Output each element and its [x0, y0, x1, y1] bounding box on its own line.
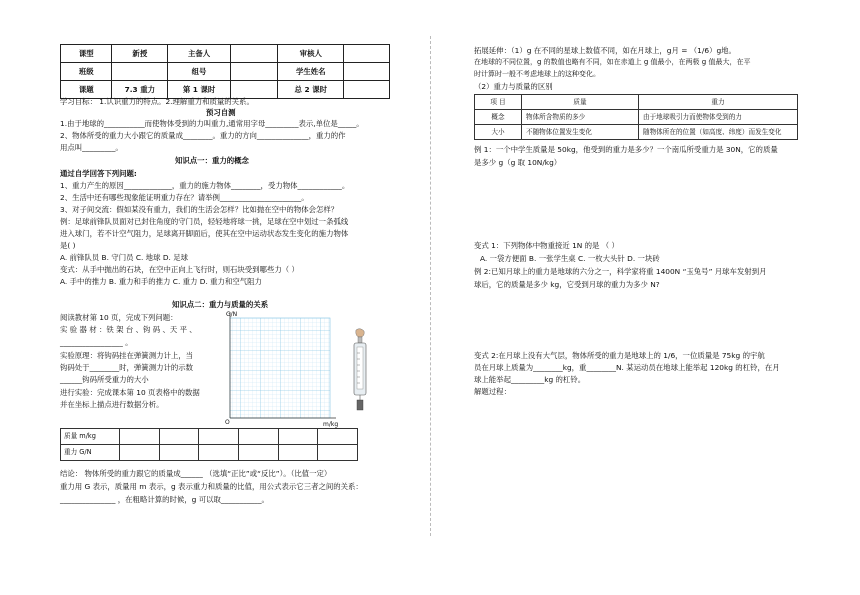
cell: 班级 — [61, 63, 112, 81]
cell-lesson-title: 7.3 重力 — [112, 81, 168, 99]
right-variant-1: 变式 1：下列物体中物重接近 1N 的是 （ ） — [474, 241, 619, 250]
solution-label: 解题过程： — [474, 387, 511, 396]
cell: 组号 — [168, 63, 231, 81]
preview-q2b: 用点叫_________。 — [60, 143, 123, 152]
cell: 第 1 课时 — [168, 81, 231, 99]
question-1: 1、重力产生的原因_____________，重力的施力物体________，受力物体____________。 — [60, 181, 350, 190]
cell — [344, 63, 390, 81]
cell — [344, 81, 390, 99]
cell: 课题 — [61, 81, 112, 99]
data-cell[interactable] — [159, 429, 199, 445]
right-variant-2-line2: 员在月球上质量为________kg，重________N. 某运动员在地球上能举起 120kg 的杠铃，在月 — [474, 363, 780, 372]
example-1-options: A. 前锋队员 B. 守门员 C. 地球 D. 足球 — [60, 253, 188, 262]
principle-line3: ______钩码所受重力的大小 — [60, 375, 149, 384]
data-table — [60, 428, 358, 461]
data-cell[interactable] — [120, 429, 160, 445]
principle-line2: 钩码处于________时，弹簧测力计的示数 — [60, 363, 194, 372]
extension-line2: 在地球的不同位置，g 的数值也略有不同，如在赤道上 g 值最小，在两极 g 值最大，在平 — [474, 58, 751, 66]
cell — [230, 81, 277, 99]
preview-q1: 1.由于地球的___________而使物体受到的力叫重力,通常用字母_________表示,单位是_____。 — [60, 119, 364, 128]
origin-label: O — [225, 419, 230, 426]
spring-scale-icon — [348, 328, 372, 414]
data-cell[interactable] — [120, 445, 160, 461]
equipment-line1: 实 验 器 材 ：铁 架 台 、钩 码 、天 平 、 — [60, 325, 197, 334]
extension-line1: 拓展延伸：（1）g 在不同的星球上数值不同，如在月球上，g月 = （1/6）g地。 — [474, 46, 736, 55]
cell — [230, 63, 277, 81]
column-divider — [430, 36, 431, 536]
row-label-mass: 质量 m/kg — [61, 429, 120, 445]
example-1-line2: 进入球门，若不计空气阻力，足球离开脚面后，使其在空中运动状态发生变化的施力物体 — [60, 229, 349, 238]
example-1-line3: 是( ) — [60, 241, 76, 250]
cmp-head: 重力 — [639, 95, 798, 110]
cell-course-type: 课型 — [61, 45, 112, 63]
cmp-cell: 大小 — [475, 125, 522, 140]
right-variant-1-options: A. 一袋方便面 B. 一张学生桌 C. 一枚大头针 D. 一块砖 — [480, 254, 660, 263]
cmp-cell: 随物体所在的位置（如高度、纬度）而发生变化 — [639, 125, 798, 140]
cmp-cell: 由于地球吸引力而使物体受到的力 — [639, 110, 798, 125]
preview-q2: 2、物体所受的重力大小跟它的质量成________。重力的方向______________，重力的作 — [60, 131, 346, 140]
cell — [344, 45, 390, 63]
data-cell[interactable] — [278, 429, 318, 445]
preview-title: 预习自测 — [206, 108, 236, 117]
cell: 主备人 — [168, 45, 231, 63]
cell: 审核人 — [278, 45, 344, 63]
right-example-2-line1: 例 2:已知月球上的重力是地球的六分之一，科学家将重 1400N “玉兔号” 月球车发射到月 — [474, 267, 767, 276]
cmp-cell: 物体所含物质的多少 — [522, 110, 639, 125]
cmp-cell: 不随物体位置发生变化 — [522, 125, 639, 140]
right-example-1-line1: 例 1：一个中学生质量是 50kg，他受到的重力是多少？一个南瓜所受重力是 30N，它的质量 — [474, 145, 778, 154]
cell — [112, 63, 168, 81]
equipment-line2: _________________ 。 — [60, 338, 133, 347]
example-1-line1: 例：足球前锋队员面对已封住角度的守门员，轻轻地将球一挑，足球在空中划过一条弧线 — [60, 217, 349, 226]
question-3: 3、对子间交流：假如某没有重力，我们的生活会怎样？比如抛在空中的物体会怎样？ — [60, 205, 339, 214]
section-title-1: 知识点一：重力的概念 — [175, 156, 249, 165]
data-cell[interactable] — [318, 445, 358, 461]
data-cell[interactable] — [159, 445, 199, 461]
data-cell[interactable] — [199, 445, 239, 461]
right-example-1-line2: 是多少 g（g 取 10N/kg） — [474, 158, 562, 167]
procedure-line2: 并在坐标上描点进行数据分析。 — [60, 400, 164, 409]
cmp-head: 项 目 — [475, 95, 522, 110]
formula-line2: _______________ ，在粗略计算的时候，g 可以取___________。 — [60, 495, 269, 504]
principle-line1: 实验原理：将钩码挂在弹簧测力计上，当 — [60, 351, 194, 360]
question-2: 2、生活中还有哪些现象能证明重力存在？请举例______________________。 — [60, 193, 309, 202]
section-title-2: 知识点二：重力与质量的关系 — [172, 300, 269, 309]
axis-y-label: G/N — [226, 311, 238, 318]
conclusion: 结论： 物体所受的重力跟它的质量成______ （选填“正比”或“反比”）。（比值一定） — [60, 469, 332, 478]
formula-line1: 重力用 G 表示，质量用 m 表示，g 表示重力和质量的比值，用公式表示它三者之间的关系： — [60, 482, 363, 491]
extension-line4: （2）重力与质量的区别 — [474, 82, 553, 91]
cell: 新授 — [112, 45, 168, 63]
data-cell[interactable] — [238, 445, 278, 461]
cell: 学生姓名 — [278, 63, 344, 81]
learning-goals: 学习目标： 1.认识重力的特点。2.理解重力和质量的关系。 — [60, 97, 254, 106]
comparison-table — [474, 94, 798, 140]
right-example-2-line2: 球后，它的质量是多少 kg，它受到月球的重力为多少 N? — [474, 280, 660, 289]
procedure-line1: 进行实验：完成课本第 10 页表格中的数据 — [60, 388, 200, 397]
axis-x-label: m/kg — [323, 421, 339, 428]
variant-1-options: A. 手中的推力 B. 重力和手的推力 C. 重力 D. 重力和空气阻力 — [60, 277, 262, 286]
right-variant-2-line1: 变式 2:在月球上没有大气层，物体所受的重力是地球上的 1/6，一位质量是 75kg 的宇航 — [474, 351, 765, 360]
cmp-head: 质量 — [522, 95, 639, 110]
data-cell[interactable] — [278, 445, 318, 461]
header-table — [60, 44, 390, 99]
right-variant-2-line3: 球上能举起_________kg 的杠铃。 — [474, 375, 586, 384]
read-instruction: 阅读教材第 10 页，完成下列问题： — [60, 313, 178, 322]
data-cell[interactable] — [318, 429, 358, 445]
data-cell[interactable] — [199, 429, 239, 445]
section-subtitle: 通过自学回答下列问题: — [60, 169, 137, 178]
extension-line3: 时计算时一般不考虑地球上的这种变化。 — [474, 70, 600, 78]
cmp-cell: 概念 — [475, 110, 522, 125]
cell: 总 2 课时 — [278, 81, 344, 99]
cell — [230, 45, 277, 63]
variant-1: 变式：从手中抛出的石块，在空中正向上飞行时，则石块受到哪些力（ ） — [60, 265, 299, 274]
data-cell[interactable] — [238, 429, 278, 445]
row-label-weight: 重力 G/N — [61, 445, 120, 461]
graph-grid — [220, 310, 340, 430]
